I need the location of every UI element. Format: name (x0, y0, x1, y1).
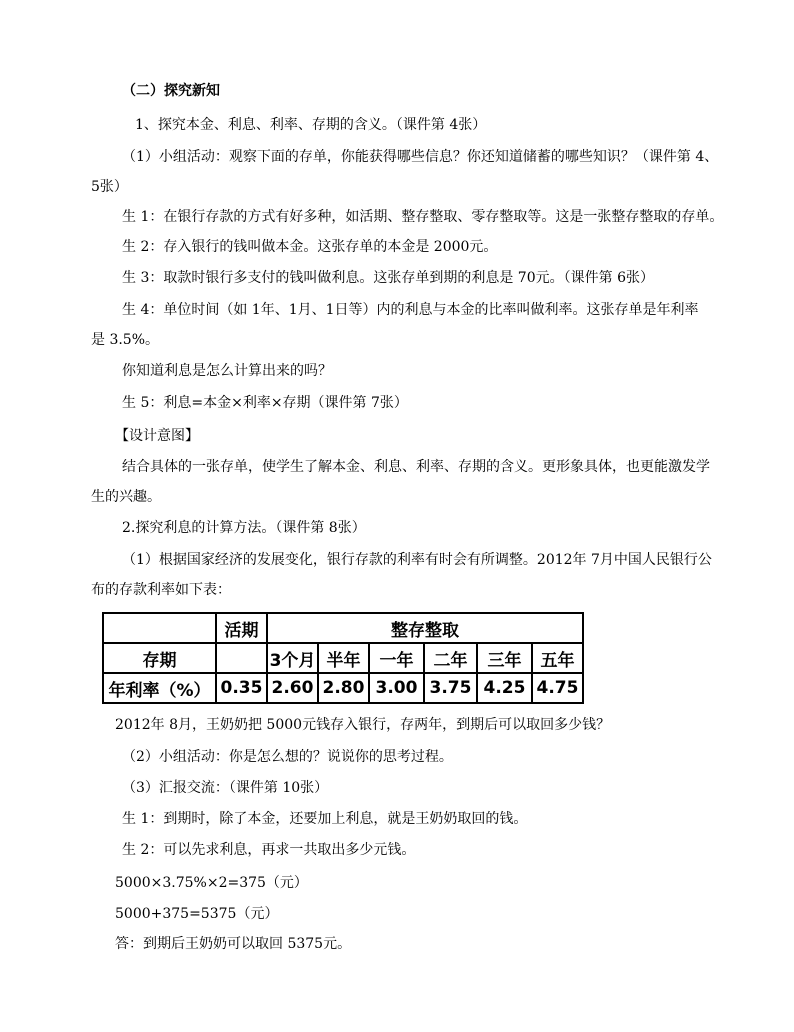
table-term: 一年 (369, 643, 424, 673)
interest-rate-table (102, 612, 584, 704)
table-rate: 4.75 (532, 673, 583, 703)
table-rate: 0.35 (216, 673, 267, 703)
paragraph-line: 是 3.5%。 (91, 332, 160, 348)
paragraph-line: （1）根据国家经济的发展变化，银行存款的利率有时会有所调整。2012年 7月中国人民银行公 (122, 552, 712, 568)
table-rate: 3.75 (424, 673, 477, 703)
item-2-title: 2.探究利息的计算方法。（课件第 8张） (122, 520, 366, 536)
student-answer-3: 生 3：取款时银行多支付的钱叫做利息。这张存单到期的利息是 70元。（课件第 6张） (122, 270, 654, 286)
student-answer-1: 生 1：在银行存款的方式有好多种，如活期、整存整取、零存整取等。这是一张整存整取的存单。 (122, 209, 724, 225)
design-text: 结合具体的一张存单，使学生了解本金、利息、利率、存期的含义。更形象具体，也更能激发学 (122, 459, 710, 475)
table-rate: 2.80 (318, 673, 369, 703)
paragraph-line: 布的存款利率如下表： (91, 582, 231, 598)
student-answer-2: 生 2：存入银行的钱叫做本金。这张存单的本金是 2000元。 (122, 239, 498, 255)
teacher-question: 你知道利息是怎么计算出来的吗？ (122, 363, 332, 379)
calculation-line: 5000×3.75%×2=375（元） (115, 875, 308, 891)
table-term: 半年 (318, 643, 369, 673)
table-rate: 3.00 (369, 673, 424, 703)
student-reply-2: 生 2：可以先求利息，再求一共取出多少元钱。 (122, 842, 416, 858)
table-rate: 4.25 (477, 673, 532, 703)
paragraph-line: （1）小组活动：观察下面的存单，你能获得哪些信息？你还知道储蓄的哪些知识？（课件第 4、 (122, 149, 719, 165)
calculation-line: 5000+375=5375（元） (115, 906, 279, 922)
table-rate: 2.60 (267, 673, 318, 703)
table-header-zhengcun: 整存整取 (267, 613, 583, 643)
table-term: 三年 (477, 643, 532, 673)
student-answer-4: 生 4：单位时间（如 1年、1月、1日等）内的利息与本金的比率叫做利率。这张存单是年利率 (122, 302, 699, 318)
table-row (103, 613, 583, 643)
table-cell (216, 643, 267, 673)
table-term: 五年 (532, 643, 583, 673)
table-row (103, 673, 583, 703)
student-answer-5: 生 5：利息=本金×利率×存期（课件第 7张） (122, 395, 408, 411)
answer-line: 答：到期后王奶奶可以取回 5375元。 (115, 936, 352, 952)
paragraph-line: （3）汇报交流：（课件第 10张） (122, 780, 329, 796)
table-cell (103, 613, 216, 643)
table-row (103, 643, 583, 673)
table-row-label: 年利率（%） (103, 673, 216, 703)
design-heading: 【设计意图】 (115, 428, 199, 444)
section-heading: （二）探究新知 (122, 83, 220, 99)
problem-statement: 2012年 8月，王奶奶把 5000元钱存入银行，存两年，到期后可以取回多少钱？ (115, 717, 611, 733)
table-term: 3个月 (267, 643, 318, 673)
item-1-title: 1、探究本金、利息、利率、存期的含义。（课件第 4张） (135, 117, 487, 133)
table-term: 二年 (424, 643, 477, 673)
paragraph-line: 5张） (91, 179, 128, 195)
table-header-huoqi: 活期 (216, 613, 267, 643)
student-reply-1: 生 1：到期时，除了本金，还要加上利息，就是王奶奶取回的钱。 (122, 811, 528, 827)
design-text: 生的兴趣。 (91, 489, 161, 505)
table-row-label: 存期 (103, 643, 216, 673)
paragraph-line: （2）小组活动：你是怎么想的？说说你的思考过程。 (122, 749, 453, 765)
